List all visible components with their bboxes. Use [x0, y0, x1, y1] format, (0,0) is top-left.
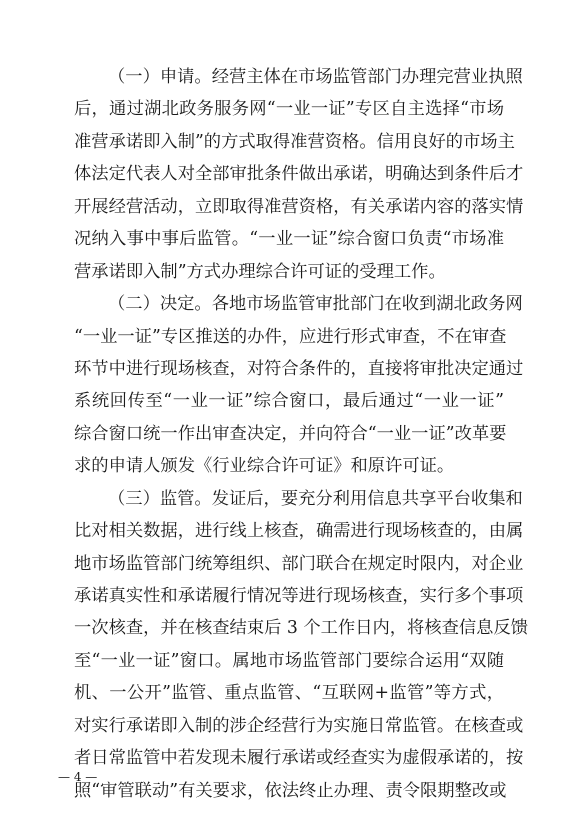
paragraph-1-line-7: 营承诺即入制”方式办理综合许可证的受理工作。: [74, 261, 446, 282]
paragraph-3-line-8: 对实行承诺即入制的涉企经营行为实施日常监管。在核查或: [74, 715, 524, 736]
paragraph-3-line-6: 至“一业一证”窗口。属地市场监管部门要综合运用“双随: [74, 650, 504, 671]
paragraph-1-line-4: 体法定代表人对全部审批条件做出承诺，明确达到条件后才: [74, 164, 524, 185]
paragraph-3-line-10: 照“审管联动”有关要求，依法终止办理、责令限期整改或: [74, 780, 507, 801]
paragraph-2-line-1: （二）决定。各地市场监管审批部门在收到湖北政务网: [108, 294, 523, 315]
paragraph-1-line-2: 后，通过湖北政务服务网“一业一证”专区自主选择“市场: [74, 99, 504, 120]
paragraph-3-line-7: 机、一公开”监管、重点监管、“互联网+监管”等方式，: [74, 683, 504, 704]
page-number: — 4 —: [58, 770, 98, 784]
paragraph-3-line-9: 者日常监管中若发现未履行承诺或经查实为虚假承诺的，按: [74, 748, 524, 769]
document-body: [74, 61, 529, 807]
paragraph-2-line-5: 综合窗口统一作出审查决定，并向符合“一业一证”改革要: [74, 423, 507, 444]
paragraph-2-line-2: “一业一证”专区推送的办件，应进行形式审查，不在审查: [74, 326, 507, 347]
paragraph-2-line-3: 环节中进行现场核查，对符合条件的，直接将审批决定通过: [74, 358, 524, 379]
paragraph-3-line-5: 一次核查，并在核查结束后 3 个工作日内，将核查信息反馈: [74, 618, 529, 639]
paragraph-3-line-3: 地市场监管部门统筹组织、部门联合在规定时限内，对企业: [74, 553, 524, 574]
paragraph-3-line-2: 比对相关数据，进行线上核查，确需进行现场核查的，由属: [74, 521, 524, 542]
paragraph-3-line-1: （三）监管。发证后，要充分利用信息共享平台收集和: [108, 488, 523, 509]
paragraph-1-line-5: 开展经营活动，立即取得准营资格，有关承诺内容的落实情: [74, 196, 524, 217]
paragraph-3-line-4: 承诺真实性和承诺履行情况等进行现场核查，实行多个事项: [74, 586, 524, 606]
paragraph-2-line-4: 系统回传至“一业一证”综合窗口，最后通过“一业一证”: [74, 391, 504, 412]
paragraph-1-line-6: 况纳入事中事后监管。“一业一证”综合窗口负责“市场准: [74, 229, 504, 250]
paragraph-2-line-6: 求的申请人颁发《行业综合许可证》和原许可证。: [74, 456, 455, 477]
paragraph-1-line-1: （一）申请。经营主体在市场监管部门办理完营业执照: [108, 67, 523, 87]
paragraph-1-line-3: 准营承诺即入制”的方式取得准营资格。信用良好的市场主: [74, 131, 515, 152]
